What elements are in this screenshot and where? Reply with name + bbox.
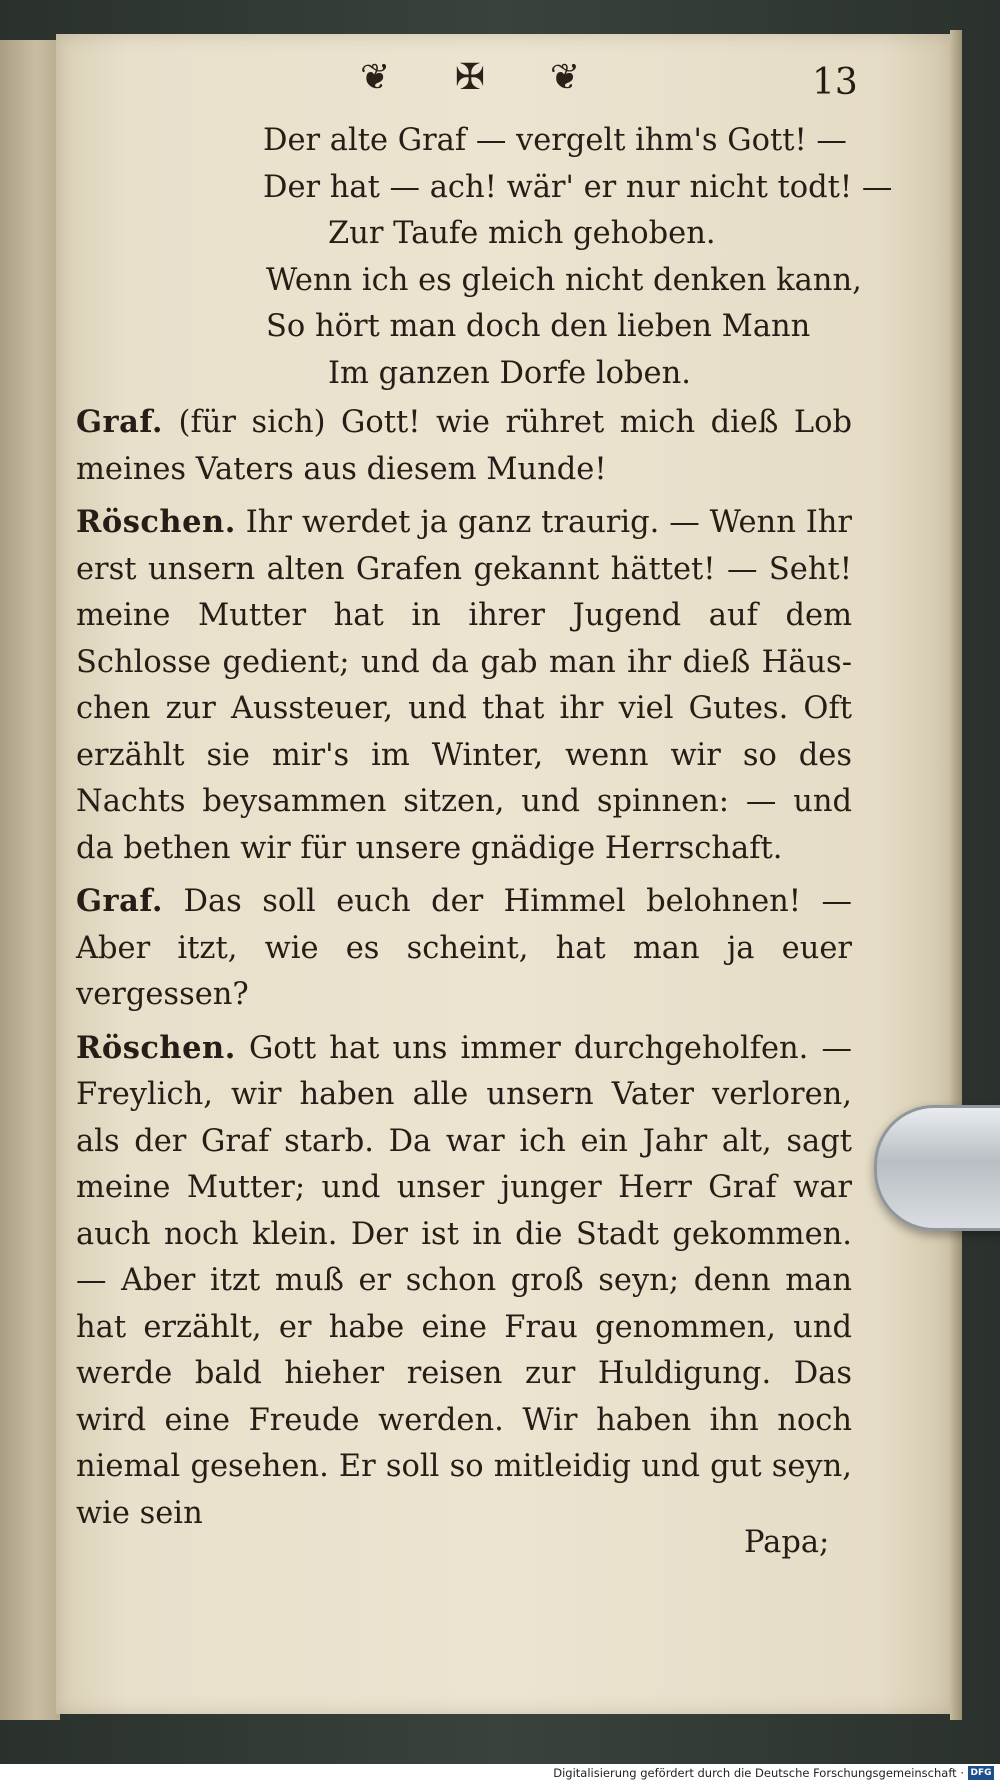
page-clip (874, 1105, 1000, 1231)
verse-line: Zur Taufe mich gehoben. (328, 216, 716, 251)
dialogue-text: Ihr werdet ja ganz traurig. — Wenn Ihr erst unsern alten Grafen gekannt hättet! — Seht! meine Mutter hat in ihrer Jugend auf dem Schlosse gedient; und da gab man ihr dieß Häus-chen zur Aussteuer, und that ihr viel Gutes. Oft erzählt sie mir's im Winter, wenn wir so des Nachts beysammen sitzen, und spinnen: — und da bethen wir für unsere gnädige Herrschaft. (76, 505, 852, 866)
header-ornament (360, 55, 580, 100)
speaker-name: Graf. (76, 404, 164, 440)
dialogue-text: (für sich) Gott! wie rühret mich dieß Lob meines Vaters aus diesem Munde! (76, 405, 852, 487)
dialogue-text: Gott hat uns immer durchgeholfen. — Freylich, wir haben alle unsern Vater verloren, als der Graf starb. Da war ich ein Jahr alt, sagt meine Mutter; und unser junger Herr Graf war auch noch klein. Der ist in die Stadt gekommen. — Aber itzt muß er schon groß seyn; denn man hat erzählt, er habe eine Frau genommen, und werde bald hieher reisen zur Huldigung. Das wird eine Freude werden. Wir haben ihn noch niemal gesehen. Er soll so mitleidig und gut seyn, wie sein (76, 1030, 852, 1531)
verse-line: Der alte Graf — vergelt ihm's Gott! — (263, 123, 847, 158)
footer-credit: Digitalisierung gefördert durch die Deutsche Forschungsgemeinschaft · (553, 1766, 964, 1780)
verse-line: Wenn ich es gleich nicht denken kann, (266, 262, 862, 298)
verse-line: So hört man doch den lieben Mann (266, 309, 811, 344)
dialogue-paragraph (76, 1025, 852, 1538)
verse-line: Im ganzen Dorfe loben. (328, 355, 691, 391)
speaker-name: Röschen. (76, 504, 236, 540)
verse-line: Der hat — ach! wär' er nur nicht todt! — (263, 169, 893, 205)
left-page-edge (0, 40, 60, 1720)
page-text (76, 118, 893, 1537)
ornament-right-icon: ❦ (549, 56, 580, 98)
speaker-name: Röschen. (76, 1029, 236, 1066)
dfg-logo-icon: DFG (968, 1766, 994, 1780)
dialogue-text: Das soll euch der Himmel belohnen! — Aber itzt, wie es scheint, hat man ja euer vergessen? (76, 884, 852, 1012)
dialogue-paragraph (76, 399, 852, 493)
catchword: Papa; (744, 1525, 830, 1560)
page-number: 13 (812, 62, 858, 103)
dialogue-paragraph (76, 878, 852, 1019)
page-right-edge (950, 30, 962, 1720)
ornament-left-icon: ❦ (360, 56, 391, 98)
speaker-name: Graf. (76, 883, 164, 919)
dialogue-paragraph (76, 499, 852, 872)
ornament-center-icon: ✠ (454, 56, 486, 98)
verse-block (76, 118, 893, 397)
